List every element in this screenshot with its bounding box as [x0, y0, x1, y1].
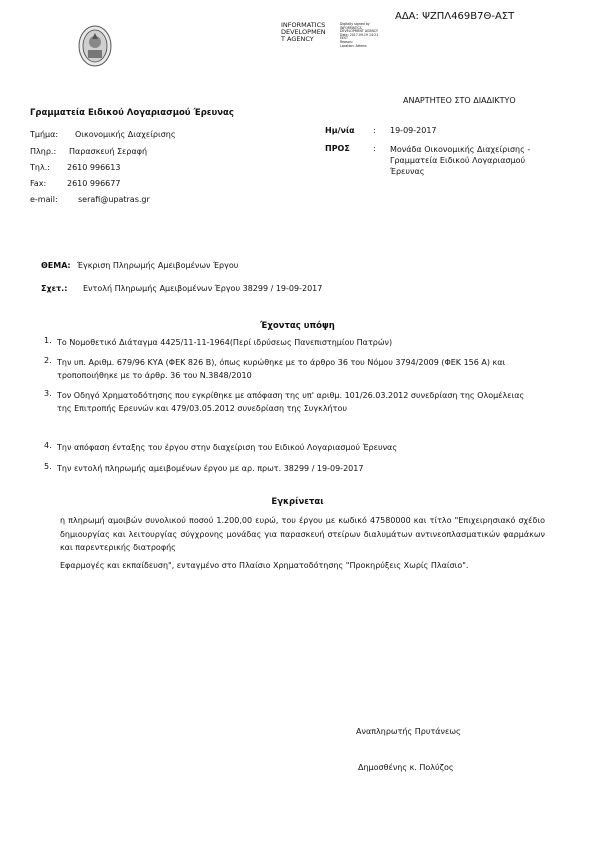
contact-dept-label: Τμήμα:	[30, 130, 59, 139]
ada-code: ΑΔΑ: ΨΖΠΛ469Β7Θ-ΑΣΤ	[395, 11, 515, 22]
approve-title: Εγκρίνεται	[271, 497, 324, 507]
ida-small-7: Location: Athens	[340, 43, 367, 48]
to-label: ΠΡΟΣ	[325, 144, 350, 153]
subject-value: Έγκριση Πληρωμής Αμειβομένων Έργου	[77, 261, 239, 270]
ida-line-1: INFORMATICS	[281, 21, 326, 29]
contact-fax-value: 2610 996677	[67, 179, 121, 188]
related-label: Σχετ.:	[41, 284, 68, 293]
recipient-line-3: Έρευνας	[390, 167, 425, 176]
ida-small-3: DEVELOPMENT AGENCY	[340, 29, 378, 34]
list-item-number: 5.	[44, 462, 52, 471]
ida-small-6: Reason:	[340, 39, 353, 44]
date-value: 19-09-2017	[390, 126, 437, 135]
list-item-text: Τον Οδηγό Χρηματοδότησης που εγκρίθηκε με απόφαση της υπ' αριθμ. 101/26.03.2012 συνεδρίαση της Ολομέλειας της Επιτροπής Ερευνών και 479/03.05.2012 συνεδρίαση της Συγκλήτου	[57, 391, 525, 413]
recipient-line-2: Γραμματεία Ειδικού Λογαριασμού	[390, 156, 526, 165]
ida-small-2: INFORMATICS	[340, 25, 362, 30]
university-seal-icon	[78, 25, 112, 67]
ida-signature-details	[340, 23, 378, 48]
contact-email-value: serafi@upatras.gr	[78, 195, 150, 204]
ida-signature-block	[281, 22, 326, 43]
ida-small-4: Date: 2017.09.19 14:21	[340, 32, 379, 37]
ida-small-5: EEST	[340, 36, 348, 41]
ida-small-1: Digitally signed by	[340, 22, 370, 26]
ida-line-3: T AGENCY	[281, 35, 314, 43]
approve-last-line: Εφαρμογές και εκπαίδευση", ενταγμένο στο Πλαίσιο Χρηματοδότησης "Προκηρύξεις Χωρίς Πλαίσιο".	[60, 561, 469, 570]
to-colon: :	[373, 144, 376, 153]
related-value: Εντολή Πληρωμής Αμειβομένων Έργου 38299 / 19-09-2017	[83, 284, 323, 293]
date-colon: :	[373, 126, 376, 135]
contact-dept-value: Οικονομικής Διαχείρισης	[75, 130, 176, 139]
approve-text: η πληρωμή αμοιβών συνολικού ποσού 1.200,00 ευρώ, του έργου με κωδικό 47580000 και τίτλο "Επιχειρησιακό σχέδιο δημιουργίας και λειτουργίας σύγχρονης μονάδας για παρασκευή στείρων διαλυμάτων αντινεοπλασματικών φαρμάκων και παρεντερικής διατροφής	[60, 516, 545, 552]
ida-line-2: DEVELOPMEN	[281, 28, 326, 36]
contact-tel-label: Τηλ.:	[30, 163, 50, 172]
publish-note: ΑΝΑΡΤΗΤΕΟ ΣΤΟ ΔΙΑΔΙΚΤΥΟ	[403, 96, 516, 105]
contact-tel-value: 2610 996613	[67, 163, 121, 172]
list-item-number: 1.	[44, 336, 52, 345]
contact-info-label: Πληρ.:	[30, 147, 57, 156]
considering-title: Έχοντας υπόψη	[260, 321, 335, 331]
contact-info-value: Παρασκευή Σεραφή	[69, 147, 148, 156]
date-label: Ημ/νία	[325, 126, 355, 135]
contact-fax-label: Fax:	[30, 179, 47, 188]
recipient-line-1: Μονάδα Οικονομικής Διαχείρισης -	[390, 145, 531, 154]
contact-email-label: e-mail:	[30, 195, 58, 204]
list-item-text: Την υπ. Αριθμ. 679/96 ΚΥΑ (ΦΕΚ 826 Β), όπως κυρώθηκε με το άρθρο 36 του Νόμου 3794/2009 (ΦΕΚ 156 Α) και τροποποιήθηκε με το άρθρ. 36 του Ν.3848/2010	[57, 358, 506, 380]
signer-role: Αναπληρωτής Πρυτάνεως	[356, 727, 461, 736]
list-item-text: Το Νομοθετικό Διάταγμα 4425/11-11-1964(Περί ιδρύσεως Πανεπιστημίου Πατρών)	[57, 338, 393, 347]
recipient-block	[390, 144, 530, 177]
list-item-text: Την εντολή πληρωμής αμειβομένων έργου με αρ. πρωτ. 38299 / 19-09-2017	[57, 464, 364, 473]
signer-name: Δημοσθένης κ. Πολύζος	[358, 763, 454, 772]
org-title: Γραμματεία Ειδικού Λογαριασμού Έρευνας	[30, 108, 234, 118]
list-item-number: 4.	[44, 441, 52, 450]
list-item-number: 3.	[44, 389, 52, 398]
subject-label: ΘΕΜΑ:	[41, 261, 71, 270]
list-item-number: 2.	[44, 356, 52, 365]
list-item-text: Την απόφαση ένταξης του έργου στην διαχείριση του Ειδικού Λογαριασμού Έρευνας	[57, 443, 398, 452]
